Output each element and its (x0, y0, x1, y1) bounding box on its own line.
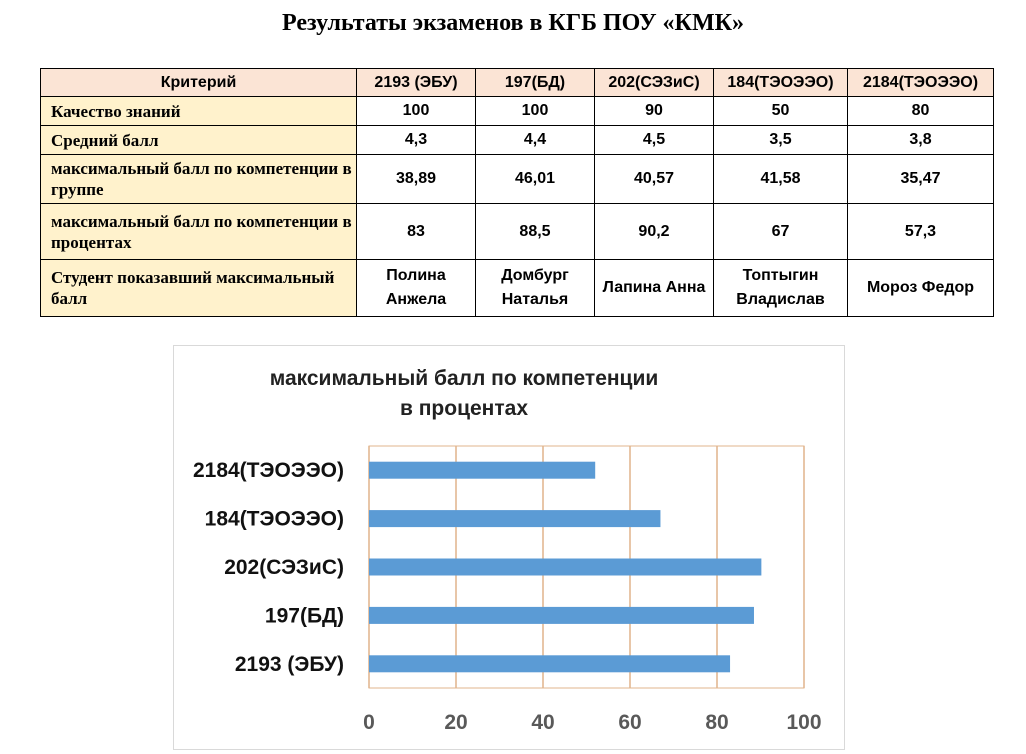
results-table (40, 68, 994, 317)
table-cell: 4,3 (357, 126, 476, 155)
row-label: Качество знаний (41, 97, 357, 126)
x-tick-label: 0 (363, 711, 375, 734)
table-row (41, 126, 994, 155)
bar (369, 655, 730, 672)
table-cell: Лапина Анна (595, 260, 714, 317)
table-cell: 38,89 (357, 155, 476, 204)
row-label: максимальный балл по компетенции в группе (41, 155, 357, 204)
table-cell: 90,2 (595, 204, 714, 260)
table-cell: 90 (595, 97, 714, 126)
chart-title: максимальный балл по компетенции в процентах (269, 367, 659, 420)
bar (369, 607, 754, 624)
column-header: 184(ТЭОЭЭО) (714, 69, 848, 97)
table-cell: 4,5 (595, 126, 714, 155)
table-row (41, 204, 994, 260)
table-cell: 83 (357, 204, 476, 260)
bar (369, 510, 660, 527)
bar (369, 559, 761, 576)
table-cell: 57,3 (848, 204, 994, 260)
table-cell: 67 (714, 204, 848, 260)
table-row (41, 260, 994, 317)
table-cell: 100 (357, 97, 476, 126)
table-cell: 50 (714, 97, 848, 126)
table-cell: 4,4 (476, 126, 595, 155)
table-cell: Мороз Федор (848, 260, 994, 317)
bar-chart (174, 346, 844, 749)
x-tick-label: 20 (444, 711, 468, 734)
table-cell: Полина Анжела (357, 260, 476, 317)
table-cell: 3,5 (714, 126, 848, 155)
table-cell: 88,5 (476, 204, 595, 260)
column-header: 2184(ТЭОЭЭО) (848, 69, 994, 97)
row-label: Средний балл (41, 126, 357, 155)
y-category-label: 197(БД) (264, 604, 344, 628)
bar (369, 462, 595, 479)
column-header: 2193 (ЭБУ) (357, 69, 476, 97)
row-label: Студент показавший максимальный балл (41, 260, 357, 317)
y-category-label: 184(ТЭОЭЭО) (204, 507, 344, 531)
table-row (41, 97, 994, 126)
y-category-label: 202(СЭЗиС) (224, 556, 344, 579)
column-header: 202(СЭЗиС) (595, 69, 714, 97)
y-category-label: 2193 (ЭБУ) (234, 652, 344, 676)
table-row (41, 155, 994, 204)
y-category-label: 2184(ТЭОЭЭО) (192, 459, 344, 483)
table-cell: 100 (476, 97, 595, 126)
column-header: 197(БД) (476, 69, 595, 97)
x-tick-label: 100 (786, 711, 822, 734)
table-header-row (41, 69, 994, 97)
table-cell: 40,57 (595, 155, 714, 204)
x-tick-label: 80 (705, 711, 729, 734)
header-criterion: Критерий (41, 69, 357, 97)
page-title: Результаты экзаменов в КГБ ПОУ «КМК» (281, 10, 745, 36)
row-label: максимальный балл по компетенции в процентах (41, 204, 357, 260)
table-cell: Топтыгин Владислав (714, 260, 848, 317)
x-tick-label: 40 (531, 711, 555, 734)
table-cell: 41,58 (714, 155, 848, 204)
chart-container (173, 345, 845, 750)
x-tick-label: 60 (618, 711, 642, 734)
table-cell: 46,01 (476, 155, 595, 204)
table-cell: Домбург Наталья (476, 260, 595, 317)
table-cell: 80 (848, 97, 994, 126)
table-cell: 35,47 (848, 155, 994, 204)
table-cell: 3,8 (848, 126, 994, 155)
